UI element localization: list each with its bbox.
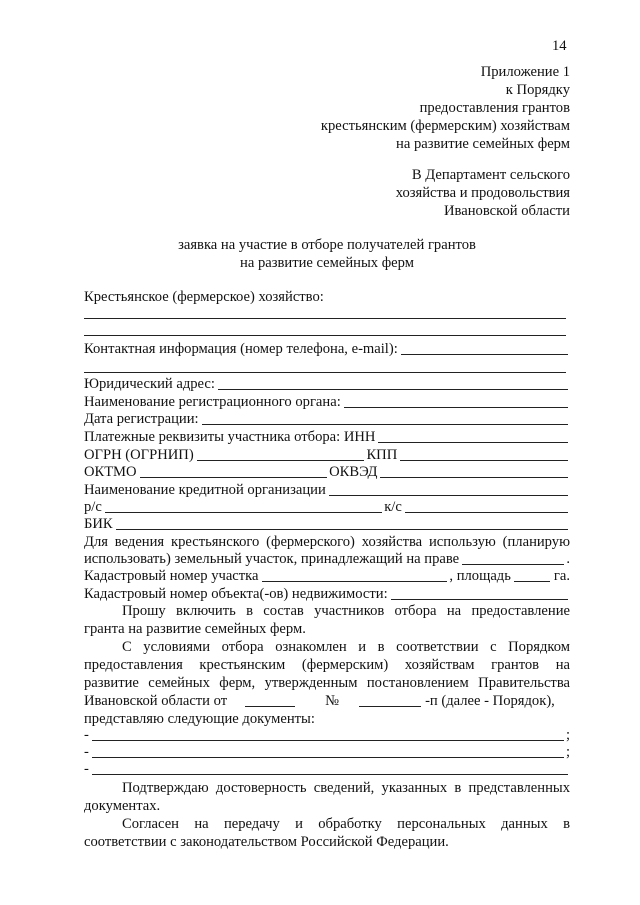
conditions-row-4 — [84, 692, 570, 710]
conditions-line-1: С условиями отбора ознакомлен и в соответствии с Порядком — [122, 639, 570, 655]
appendix-line-4: крестьянским (фермерским) хозяйствам — [320, 118, 570, 134]
request-line-2: гранта на развитие семейных ферм. — [84, 621, 306, 637]
cadastral-plot-label: Кадастровый номер участка — [84, 568, 259, 584]
document-dash-3: - — [84, 761, 89, 777]
farm-line-2[interactable] — [84, 335, 566, 336]
decree-number-sign: № — [325, 693, 340, 709]
conditions-line-3: развитие семейных ферм, утвержденным постановлением Правительства — [84, 675, 570, 691]
document-item-2 — [84, 743, 570, 761]
document-dash-1: - — [84, 727, 89, 743]
conditions-line-4-a: Ивановской области от — [84, 693, 228, 709]
conditions-line-2: предоставления крестьянским (фермерским) хозяйствам грантов на — [84, 657, 570, 673]
okved-label: ОКВЭД — [329, 464, 378, 480]
form-title-line-2: на развитие семейных ферм — [240, 255, 414, 271]
cadastral-objects-label: Кадастровый номер объекта(-ов) недвижимости: — [84, 586, 388, 602]
registration-body-label: Наименование регистрационного органа: — [84, 394, 341, 410]
ogrn-field[interactable] — [197, 446, 365, 461]
form-title-line-1: заявка на участие в отборе получателей грантов — [178, 237, 476, 253]
kpp-label: КПП — [366, 447, 398, 463]
addressee-line-2: хозяйства и продовольствия — [395, 185, 570, 201]
land-row-2 — [84, 550, 570, 568]
bik-row — [84, 515, 570, 533]
document-item-1 — [84, 726, 570, 744]
rs-label: р/с — [84, 499, 102, 515]
contact-label: Контактная информация (номер телефона, e-mail): — [84, 341, 398, 357]
ogrn-label: ОГРН (ОГРНИП) — [84, 447, 194, 463]
rs-field[interactable] — [105, 498, 382, 513]
oktmo-field[interactable] — [140, 463, 328, 478]
oktmo-label: ОКТМО — [84, 464, 137, 480]
contact-row — [84, 340, 570, 358]
bank-label: Наименование кредитной организации — [84, 482, 326, 498]
addressee-line-3: Ивановской области — [444, 203, 570, 219]
farm-line-1[interactable] — [84, 318, 566, 319]
page-number: 14 — [552, 38, 567, 54]
bik-label: БИК — [84, 516, 113, 532]
inn-label: Платежные реквизиты участника отбора: ИНН — [84, 429, 376, 445]
legal-address-field[interactable] — [218, 375, 568, 390]
registration-date-row — [84, 410, 570, 428]
conditions-line-5: представляю следующие документы: — [84, 711, 315, 727]
land-line-1: Для ведения крестьянского (фермерского) хозяйства использую (планирую — [84, 534, 570, 550]
document-item-3 — [84, 760, 570, 778]
area-label: , площадь — [449, 568, 511, 584]
decree-number-field[interactable] — [359, 692, 421, 707]
registration-body-field[interactable] — [344, 393, 568, 408]
contact-line-2[interactable] — [84, 372, 566, 373]
appendix-line-2: к Порядку — [505, 82, 570, 98]
cadastral-plot-field[interactable] — [262, 567, 448, 582]
appendix-line-5: на развитие семейных ферм — [396, 136, 570, 152]
ks-label: к/с — [384, 499, 402, 515]
legal-address-row — [84, 375, 570, 393]
bank-field[interactable] — [329, 481, 568, 496]
registration-date-label: Дата регистрации: — [84, 411, 199, 427]
registration-date-field[interactable] — [202, 410, 568, 425]
bik-field[interactable] — [116, 515, 568, 530]
area-field[interactable] — [514, 567, 550, 582]
document-dash-2: - — [84, 744, 89, 760]
consent-line-2: соответствии с законодательством Российской Федерации. — [84, 834, 449, 850]
legal-address-label: Юридический адрес: — [84, 376, 215, 392]
appendix-line-1: Приложение 1 — [480, 64, 570, 80]
cadastral-objects-row — [84, 585, 570, 603]
request-line-1: Прошу включить в состав участников отбора на предоставление — [122, 603, 570, 619]
bank-row — [84, 481, 570, 499]
ks-field[interactable] — [405, 498, 568, 513]
land-line-2: использовать) земельный участок, принадлежащий на праве — [84, 551, 460, 567]
decree-date-field[interactable] — [245, 692, 295, 707]
inn-row — [84, 428, 570, 446]
contact-field[interactable] — [401, 340, 568, 355]
registration-body-row — [84, 393, 570, 411]
cadastral-plot-row — [84, 567, 570, 585]
okved-field[interactable] — [380, 463, 568, 478]
accounts-row — [84, 498, 570, 516]
document-field-1[interactable] — [92, 726, 564, 741]
document-field-2[interactable] — [92, 743, 564, 758]
cadastral-objects-field[interactable] — [391, 585, 568, 600]
addressee-line-1: В Департамент сельского — [411, 167, 570, 183]
land-right-field[interactable] — [462, 550, 564, 565]
inn-field[interactable] — [378, 428, 568, 443]
document-semicolon-1: ; — [565, 727, 570, 743]
land-line-2-end: . — [566, 551, 570, 567]
document-field-3[interactable] — [92, 760, 568, 775]
appendix-line-3: предоставления грантов — [419, 100, 570, 116]
consent-line-1: Согласен на передачу и обработку персональных данных в — [122, 816, 570, 832]
kpp-field[interactable] — [400, 446, 568, 461]
document-semicolon-2: ; — [565, 744, 570, 760]
confirm-line-1: Подтверждаю достоверность сведений, указанных в представленных — [122, 780, 570, 796]
ogrn-kpp-row — [84, 446, 570, 464]
oktmo-okved-row — [84, 463, 570, 481]
area-unit: га. — [553, 568, 570, 584]
farm-label: Крестьянское (фермерское) хозяйство: — [84, 289, 324, 305]
confirm-line-2: документах. — [84, 798, 161, 814]
conditions-line-4-c: -п (далее - Порядок), — [425, 693, 555, 709]
